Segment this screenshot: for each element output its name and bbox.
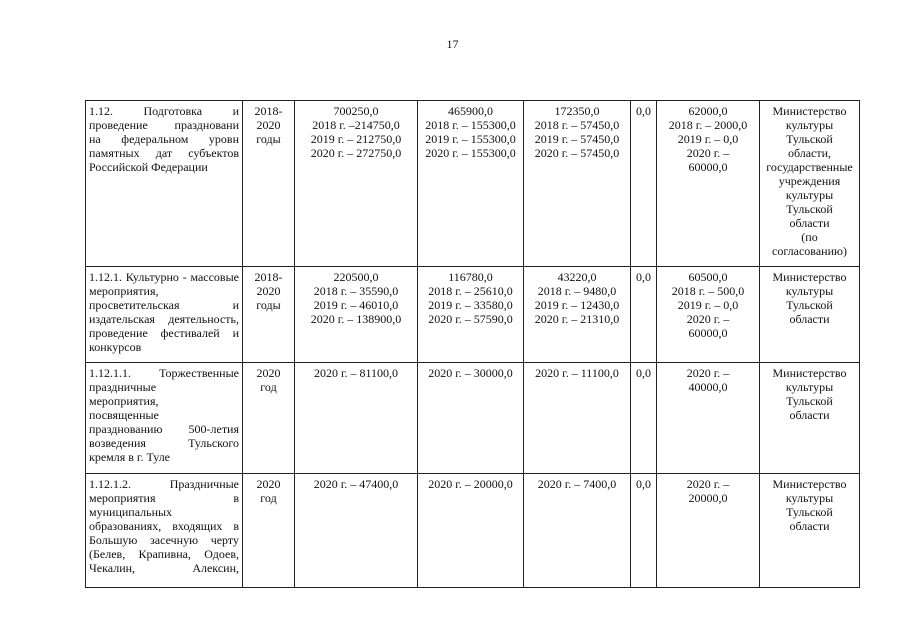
cell-line: 60000,0	[688, 160, 728, 174]
cell-line: 2019 г. – 0,0	[677, 132, 739, 146]
cell-line: Тульской	[786, 132, 833, 146]
cell-line: Министерство	[772, 270, 847, 284]
cell-regional-budget	[524, 101, 631, 267]
cell-line: Российской Федерации	[89, 160, 208, 174]
cell-line: 0,0	[636, 477, 651, 491]
cell-line: посвященные	[89, 408, 159, 422]
cell-line: 2019 г. – 0,0	[677, 298, 739, 312]
table-row	[86, 363, 860, 474]
cell-line: 116780,0	[448, 270, 493, 284]
cell-line: 0,0	[636, 270, 651, 284]
cell-line: 465900,0	[448, 104, 493, 118]
cell-extrabudgetary	[657, 101, 760, 267]
cell-municipal-budget	[631, 474, 657, 588]
cell-regional-budget	[524, 363, 631, 474]
cell-line: год	[260, 491, 277, 505]
cell-line: Большую засечную черту	[89, 533, 239, 547]
cell-line: 2019 г. – 33580,0	[428, 298, 513, 312]
cell-line: (Белев, Крапивна, Одоев,	[89, 547, 239, 561]
cell-period	[243, 101, 295, 267]
cell-line: муниципальных	[89, 505, 173, 519]
cell-line: 60500,0	[688, 270, 728, 284]
cell-line: празднованию 500-летия	[89, 422, 239, 436]
cell-line: мероприятия в	[89, 491, 239, 505]
page-number: 17	[446, 37, 459, 51]
cell-line: памятных дат субъектов	[89, 146, 239, 160]
cell-line: Тульской	[786, 505, 833, 519]
cell-line: 1.12.1. Культурно - массовые мероприятия, просветительская и издательская деятельность, проведение фестивалей и конкурсов	[89, 270, 239, 354]
cell-line: Министерство	[772, 104, 847, 118]
cell-line: культуры	[785, 188, 834, 202]
cell-line: 2020 г. – 57450,0	[534, 146, 620, 160]
cell-line: 2018 г. – 500,0	[671, 284, 745, 298]
cell-line: 60000,0	[688, 326, 728, 340]
cell-line: 2018 г. – 155300,0	[425, 118, 516, 132]
cell-line: 1.12. Подготовка и	[89, 104, 239, 118]
cell-line: 2018 г. – 25610,0	[428, 284, 513, 298]
cell-federal-budget	[418, 474, 524, 588]
cell-line: культуры	[785, 491, 834, 505]
cell-line: годы	[256, 298, 281, 312]
cell-line: области	[789, 408, 830, 422]
cell-line: области	[789, 216, 830, 230]
cell-regional-budget	[524, 474, 631, 588]
cell-line: 2020	[256, 366, 281, 380]
cell-total-funding	[295, 474, 418, 588]
cell-line: области	[789, 312, 830, 326]
cell-line: области	[789, 519, 830, 533]
cell-line: 2018 г. –214750,0	[312, 118, 400, 132]
table-row	[86, 267, 860, 363]
cell-total-funding	[295, 267, 418, 363]
cell-line: 2020 г. – 47400,0	[313, 477, 399, 491]
cell-line: 2019 г. – 155300,0	[425, 132, 516, 146]
cell-line: 172350,0	[554, 104, 600, 118]
cell-line: праздничные	[89, 380, 157, 394]
cell-extrabudgetary	[657, 474, 760, 588]
cell-line: 2020 г. – 11100,0	[535, 366, 619, 380]
cell-line: Министерство	[772, 477, 847, 491]
cell-line: 2020 г. – 138900,0	[310, 312, 402, 326]
table-row	[86, 474, 860, 588]
cell-line: (по	[801, 230, 818, 244]
cell-line: возведения Тульского	[89, 436, 239, 450]
cell-line: мероприятия,	[89, 394, 159, 408]
cell-line: 2018-	[254, 104, 283, 118]
cell-line: 2019 г. – 46010,0	[313, 298, 399, 312]
cell-line: 2020 г. – 20000,0	[428, 477, 513, 491]
cell-total-funding	[295, 101, 418, 267]
cell-line: государственные	[766, 160, 853, 174]
cell-line: 2020 г. – 155300,0	[425, 146, 516, 160]
cell-line: области,	[787, 146, 832, 160]
cell-period	[243, 474, 295, 588]
cell-line: согласованию)	[772, 244, 847, 258]
cell-line: 2020 г. –	[686, 146, 730, 160]
cell-line: 2020 г. – 21310,0	[534, 312, 620, 326]
cell-line: культуры	[785, 380, 834, 394]
cell-line: 2020 г. – 7400,0	[537, 477, 617, 491]
cell-line: учреждения	[778, 174, 841, 188]
cell-line: Тульской	[786, 202, 833, 216]
cell-executor	[760, 474, 860, 588]
cell-line: 20000,0	[688, 491, 728, 505]
cell-line: 2018 г. – 9480,0	[537, 284, 617, 298]
cell-line: образованиях, входящих в	[89, 519, 239, 533]
cell-line: 2019 г. – 12430,0	[534, 298, 620, 312]
cell-executor	[760, 267, 860, 363]
cell-line: проведение праздновани	[89, 118, 239, 132]
cell-municipal-budget	[631, 267, 657, 363]
cell-regional-budget	[524, 267, 631, 363]
cell-line: 43220,0	[557, 270, 597, 284]
cell-event-name	[86, 101, 243, 267]
cell-line: 1.12.1.2. Праздничные	[89, 477, 239, 491]
cell-line: 2018 г. – 57450,0	[534, 118, 620, 132]
cell-line: 2019 г. – 57450,0	[534, 132, 620, 146]
cell-event-name	[86, 363, 243, 474]
cell-line: 40000,0	[688, 380, 728, 394]
cell-line: Тульской	[786, 298, 833, 312]
cell-federal-budget	[418, 267, 524, 363]
cell-line: 2020	[256, 284, 281, 298]
program-table	[85, 100, 860, 588]
cell-line: 1.12.1.1. Торжественные	[89, 366, 239, 380]
cell-event-name	[86, 474, 243, 588]
cell-line: год	[260, 380, 277, 394]
cell-line: Чекалин, Алексин,	[89, 561, 239, 575]
cell-period	[243, 363, 295, 474]
cell-line: 2020 г. – 57590,0	[428, 312, 513, 326]
cell-total-funding	[295, 363, 418, 474]
cell-line: 2020 г. –	[686, 312, 730, 326]
cell-line: 0,0	[636, 104, 651, 118]
cell-municipal-budget	[631, 363, 657, 474]
cell-line: 2020 г. –	[686, 366, 730, 380]
cell-extrabudgetary	[657, 363, 760, 474]
cell-extrabudgetary	[657, 267, 760, 363]
cell-line: 2018 г. – 35590,0	[313, 284, 399, 298]
cell-line: 62000,0	[688, 104, 728, 118]
cell-line: 2020	[256, 477, 281, 491]
cell-line: 2020 г. – 81100,0	[313, 366, 399, 380]
cell-executor	[760, 101, 860, 267]
cell-line: 2018 г. – 2000,0	[668, 118, 748, 132]
cell-federal-budget	[418, 101, 524, 267]
cell-line: 2020 г. –	[686, 477, 730, 491]
cell-line: кремля в г. Туле	[89, 450, 171, 464]
cell-line: 0,0	[636, 366, 651, 380]
table-row	[86, 101, 860, 267]
cell-line: 2019 г. – 212750,0	[310, 132, 402, 146]
cell-line: 2020 г. – 30000,0	[428, 366, 513, 380]
cell-municipal-budget	[631, 101, 657, 267]
cell-event-name	[86, 267, 243, 363]
cell-line: 2020 г. – 272750,0	[310, 146, 402, 160]
cell-federal-budget	[418, 363, 524, 474]
cell-line: Министерство	[772, 366, 847, 380]
cell-period	[243, 267, 295, 363]
cell-line: культуры	[785, 284, 834, 298]
cell-line: культуры	[785, 118, 834, 132]
cell-line: годы	[256, 132, 281, 146]
cell-line: 700250,0	[333, 104, 379, 118]
cell-line: 220500,0	[333, 270, 379, 284]
cell-line: 2018-	[254, 270, 283, 284]
cell-line: Тульской	[786, 394, 833, 408]
cell-line: 2020	[256, 118, 281, 132]
cell-executor	[760, 363, 860, 474]
cell-line: на федеральном уровн	[89, 132, 239, 146]
